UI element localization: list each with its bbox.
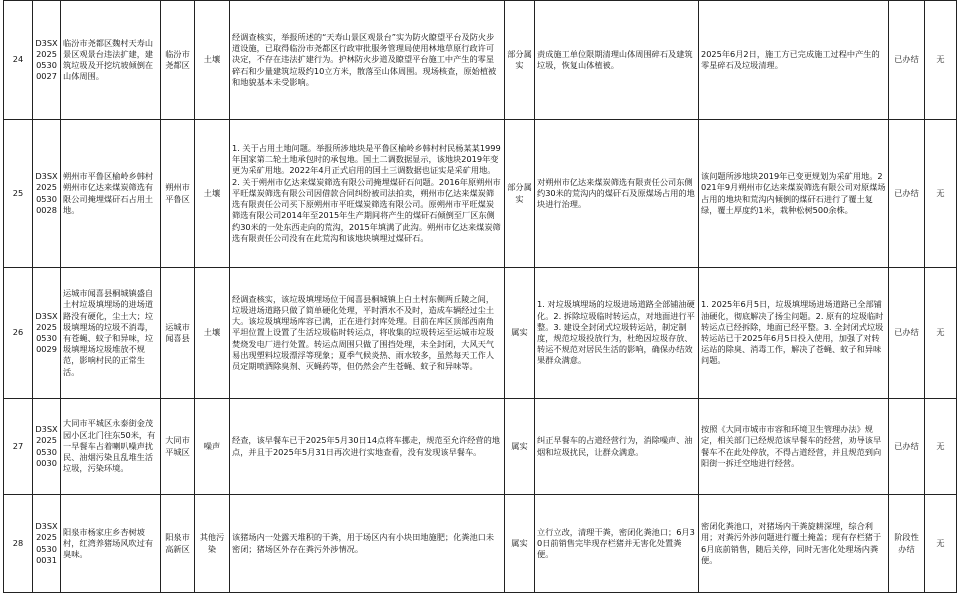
investigation-findings: 经查，该早餐车已于2025年5月30日14点将车挪走，规范至允许经营的地点，并且于2025年5月31日再次进行实地查看，没有发现该早餐车。 <box>230 399 505 495</box>
complaint-content: 大同市平城区永泰街金茂园小区北门往东50米，有一早餐车占着喇叭噪声扰民、油烟污染且乱堆生活垃圾，污染环境。 <box>61 399 161 495</box>
rectification-progress: 1. 2025年6月5日，垃圾填埋场进场道路已全部铺油硬化，彻底解决了扬尘问题。2. 原有的垃圾临时转运点已经拆除，地面已经平整。3. 全封闭式垃圾转运站已于2025年6月5日投入使用，加强了对转运站的除臭、消毒工作，解决了苍蝇、蚊子和异味问题。 <box>699 268 889 399</box>
investigation-findings: 经调查核实，举报所述的“天寿山景区观景台”实为防火瞭望平台及防火步道设施，已取得临汾市尧都区行政审批服务管理局使用林地草原行政许可决定，不存在违法扩建行为。护林防火步道及瞭望平台施工中产生的零星碎石和少量建筑垃圾约10立方米，散落至山体周围。现场核查，原始植被和地貌基本未受影响。 <box>230 1 505 120</box>
rectification-measures: 1. 对垃圾填埋场的垃圾进场道路全部铺油硬化。2. 拆除垃圾临时转运点，对地面进行平整。3. 建设全封闭式垃圾转运站，制定制度，规范垃圾投放行为，杜绝因垃圾存放、转运不规范对居民生活的影响，确保办结效果群众满意。 <box>535 268 699 399</box>
accountability: 无 <box>925 495 957 593</box>
verdict: 属实 <box>505 495 535 593</box>
complaint-content: 临汾市尧都区魏村天寿山景区观景台违法扩建，建筑垃圾及开挖坑坡倾倒在山体周围。 <box>61 1 161 120</box>
table-row <box>4 120 957 268</box>
handling-status: 已办结 <box>889 268 925 399</box>
row-number: 27 <box>4 399 33 495</box>
rectification-measures: 纠正早餐车的占道经营行为，消除噪声、油烟和垃圾扰民，让群众满意。 <box>535 399 699 495</box>
handling-status: 已办结 <box>889 120 925 268</box>
rectification-measures: 立行立改，清理干粪，密闭化粪池口；6月30日前销售完毕现存栏猪并无害化处置粪便。 <box>535 495 699 593</box>
case-code: D3SX202505300031 <box>33 495 61 593</box>
investigation-findings: 该猪场内一处露天堆积的干粪，用于场区内有小块田地施肥；化粪池口未密闭；猪场区外存在粪污外涉情况。 <box>230 495 505 593</box>
investigation-findings: 1. 关于占用土地问题。举报所涉地块是平鲁区榆岭乡韩村村民杨某某1999年国家第二轮土地承包时的承包地。国土二调数据显示，该地块2019年变更为采矿用地。2022年4月正式启用的国土三调数据也证实是采矿用地。2. 关于朔州市亿达来煤炭筛选有限公司掩埋煤矸石问题。2016年原朔州市平旺煤炭筛选有限公司因借款合同纠纷被司法拍卖，朔州市亿达来煤炭筛选有限责任公司买下原朔州市平旺煤炭筛选有限公司。原朔州市平旺煤炭筛选有限公司2014年至2015年生产期间将产生的煤矸石倾倒至厂区东侧约30米的一处东西走向的荒沟，2015年填满了此沟。朔州市亿达来煤炭筛选有限责任公司没有在此荒沟和该地块填埋过煤矸石。 <box>230 120 505 268</box>
rectification-progress: 该问题所涉地块2019年已变更规划为采矿用地。2021年9月朔州市亿达来煤炭筛选有限公司对原煤场占用的地块和荒沟内倾倒的煤矸石进行了覆土复绿，覆土厚度约1米，栽种松树500余株。 <box>699 120 889 268</box>
rectification-progress: 按照《大同市城市市容和环境卫生管理办法》规定，相关部门已经规范该早餐车的经营，劝导该早餐车不在此处停放，不得占道经营，并且规范到向阳街一拆迁空地进行经营。 <box>699 399 889 495</box>
row-number: 25 <box>4 120 33 268</box>
region: 大同市平城区 <box>161 399 195 495</box>
case-code: D3SX202505300027 <box>33 1 61 120</box>
accountability: 无 <box>925 120 957 268</box>
pollution-category: 土壤 <box>195 120 230 268</box>
row-number: 24 <box>4 1 33 120</box>
verdict: 属实 <box>505 268 535 399</box>
pollution-category: 土壤 <box>195 268 230 399</box>
table-row <box>4 399 957 495</box>
accountability: 无 <box>925 399 957 495</box>
region: 朔州市平鲁区 <box>161 120 195 268</box>
verdict: 部分属实 <box>505 120 535 268</box>
handling-status: 已办结 <box>889 399 925 495</box>
accountability: 无 <box>925 1 957 120</box>
case-code: D3SX202505300029 <box>33 268 61 399</box>
pollution-category: 其他污染 <box>195 495 230 593</box>
row-number: 28 <box>4 495 33 593</box>
table-row <box>4 1 957 120</box>
complaint-content: 运城市闻喜县桐城镇盛自土村垃圾填埋场的进场道路没有硬化，尘土大；垃圾填埋场的垃圾不消毒，有苍蝇、蚊子和异味，垃圾填埋场垃圾堆放不规范，影响村民的正常生活。 <box>61 268 161 399</box>
verdict: 属实 <box>505 399 535 495</box>
complaint-content: 朔州市平鲁区榆岭乡韩村朔州市亿达来煤炭筛选有限公司掩埋煤矸石占用土地。 <box>61 120 161 268</box>
region: 阳泉市高新区 <box>161 495 195 593</box>
case-code: D3SX202505300030 <box>33 399 61 495</box>
pollution-category: 土壤 <box>195 1 230 120</box>
verdict: 部分属实 <box>505 1 535 120</box>
handling-status: 阶段性办结 <box>889 495 925 593</box>
row-number: 26 <box>4 268 33 399</box>
rectification-progress: 密闭化粪池口，对猪场内干粪旋耕深埋，综合利用；对粪污外涉问题进行覆土掩盖；现有存栏猪于6月底前销售，随后关停，同时无害化处理场内粪便。 <box>699 495 889 593</box>
table-row <box>4 268 957 399</box>
table-row <box>4 495 957 593</box>
investigation-findings: 经调查核实，该垃圾填埋场位于闻喜县桐城镇上白土村东侧两丘陵之间，垃圾进场道路只做了简单硬化处理，平时洒水不及时，造成车辆经过尘土大。该垃圾填埋场库容已满，正在进行封库处理。目前在库区顶部西南角平坦位置上设置了生活垃圾临时转运点，将收集的垃圾转运至运城市垃圾焚烧发电厂进行处置。转运点周围只做了围挡处理，未全封闭，大风天气易出现塑料垃圾漂浮等现象；夏季气候炎热、雨水较多，虽然每天工作人员定期喷洒除臭剂、灭蝇药等，但仍然会产生苍蝇、蚊子和异味等。 <box>230 268 505 399</box>
case-table <box>3 0 957 593</box>
accountability: 无 <box>925 268 957 399</box>
rectification-progress: 2025年6月2日，施工方已完成施工过程中产生的零星碎石及垃圾清理。 <box>699 1 889 120</box>
rectification-measures: 对朔州市亿达来煤炭筛选有限责任公司东侧约30米的荒沟内的煤矸石及原煤场占用的地块进行治理。 <box>535 120 699 268</box>
region: 运城市闻喜县 <box>161 268 195 399</box>
pollution-category: 噪声 <box>195 399 230 495</box>
rectification-measures: 责成施工单位限期清理山体周围碎石及建筑垃圾，恢复山体植被。 <box>535 1 699 120</box>
case-code: D3SX202505300028 <box>33 120 61 268</box>
region: 临汾市尧都区 <box>161 1 195 120</box>
complaint-content: 阳泉市杨家庄乡杏树坡村，红湾养猪场风吹过有臭味。 <box>61 495 161 593</box>
handling-status: 已办结 <box>889 1 925 120</box>
